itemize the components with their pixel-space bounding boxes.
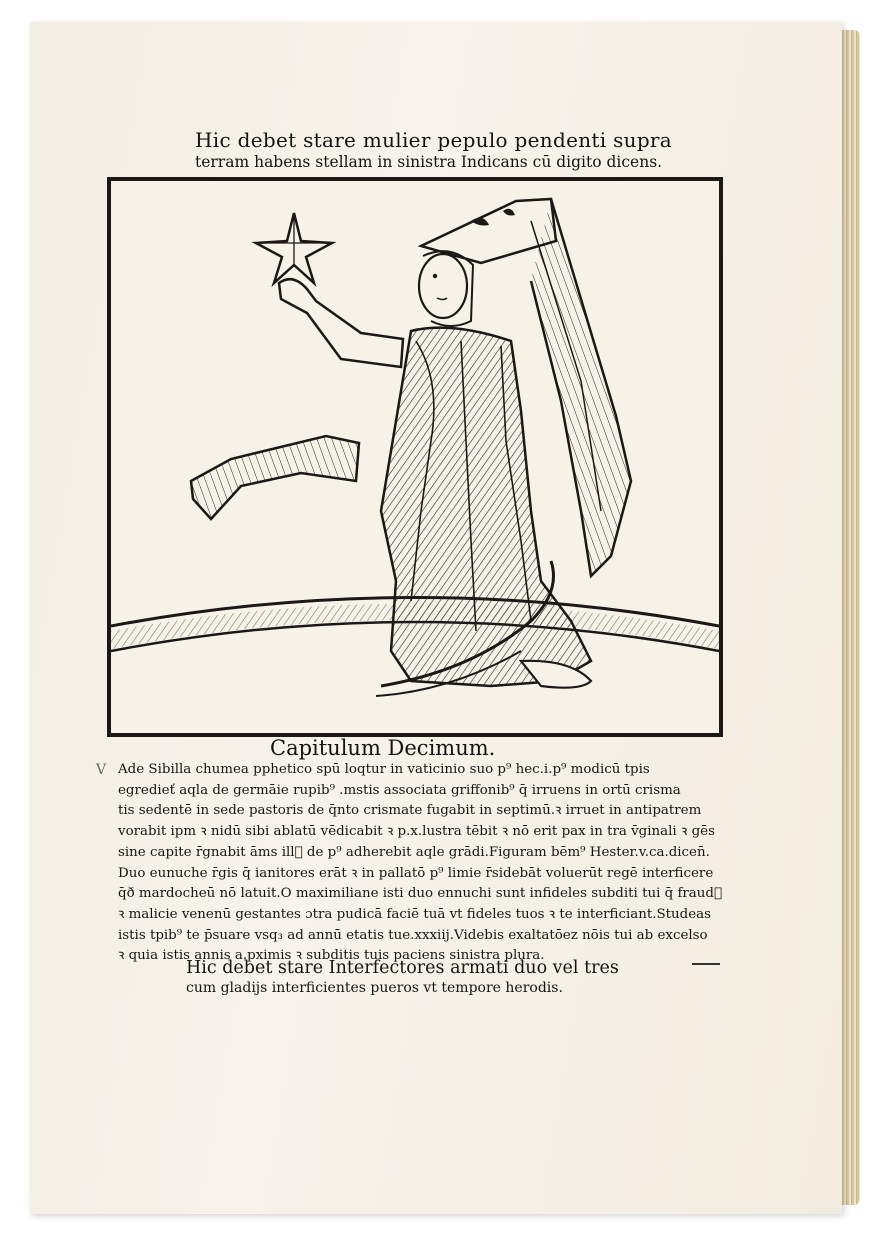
woodcut-drawing <box>111 181 719 733</box>
body-line: ꝛ malicie venenū gestantes ɔtra pudicā faciē tuā vt fideles tuos ꝛ te interficiant.Studeas <box>118 906 712 922</box>
caption-bottom-line-2: cum gladijs interficientes pueros vt tempore herodis. <box>186 980 563 996</box>
body-line: sine capite r̄gnabit āms ill᷑ de p⁹ adherebit aqle grādi.Figuram bēm⁹ Hester.v.ca.dicen̄. <box>118 844 710 860</box>
caption-top-line-2: terram habens stellam in sinistra Indicans cū digito dicens. <box>195 153 663 171</box>
caption-bottom-line-1: Hic debet stare Interfectores armati duo vel tres <box>186 958 619 978</box>
body-line: ꝛ quia istis annis a.pximis ꝛ subditis tuis paciens sinistra plura. <box>118 948 545 964</box>
body-line: vorabit ipm ꝛ nidū sibi ablatū vēdicabit ꝛ p.x.lustra tēbit ꝛ nō erit pax in tra v̄ginali ꝛ gēs <box>118 824 715 840</box>
chapter-heading: Capitulum Decimum. <box>270 736 496 760</box>
margin-mark: V <box>96 762 107 778</box>
raised-arm <box>279 279 403 367</box>
body-line: istis tpib⁹ te p̄suare vsq₃ ad annū etatis tue.xxxiij.Videbis exaltatōez nōis tui ab excelso <box>118 927 708 943</box>
caption-bottom <box>186 958 619 996</box>
body-line: Duo eunuche r̄gis q̄ ianitores erāt ꝛ in pallatō p⁹ limie r̄sidebāt voluerūt regē interficere <box>118 865 714 881</box>
caption-top <box>195 128 673 171</box>
body-line: egredieť aqla de germāie rupib⁹ .mstis associata griffonib⁹ q̄ irruens in ortū crisma <box>118 782 681 798</box>
body-line: Ade Sibilla chumea pphetico spū loqtur in vaticinio suo p⁹ hec.i.p⁹ modicū tpis <box>118 762 650 777</box>
caption-top-line-1: Hic debet stare mulier pepulo pendenti supra <box>195 128 673 152</box>
body-line: q̄ð mardocheū nō latuit.O maximiliane isti duo ennuchi sunt infideles subditi tui q̄ fraud᷑ <box>118 886 723 902</box>
body-line: tis sedentē in sede pastoris de q̄nto crismate fugabit in septimū.ꝛ irruet in antipatrem <box>118 803 702 819</box>
woodcut-illustration <box>107 177 723 737</box>
side-rule <box>692 963 720 965</box>
face <box>419 251 473 326</box>
drape-cloth <box>191 436 359 519</box>
star-icon <box>256 213 332 283</box>
body-text <box>118 760 758 967</box>
